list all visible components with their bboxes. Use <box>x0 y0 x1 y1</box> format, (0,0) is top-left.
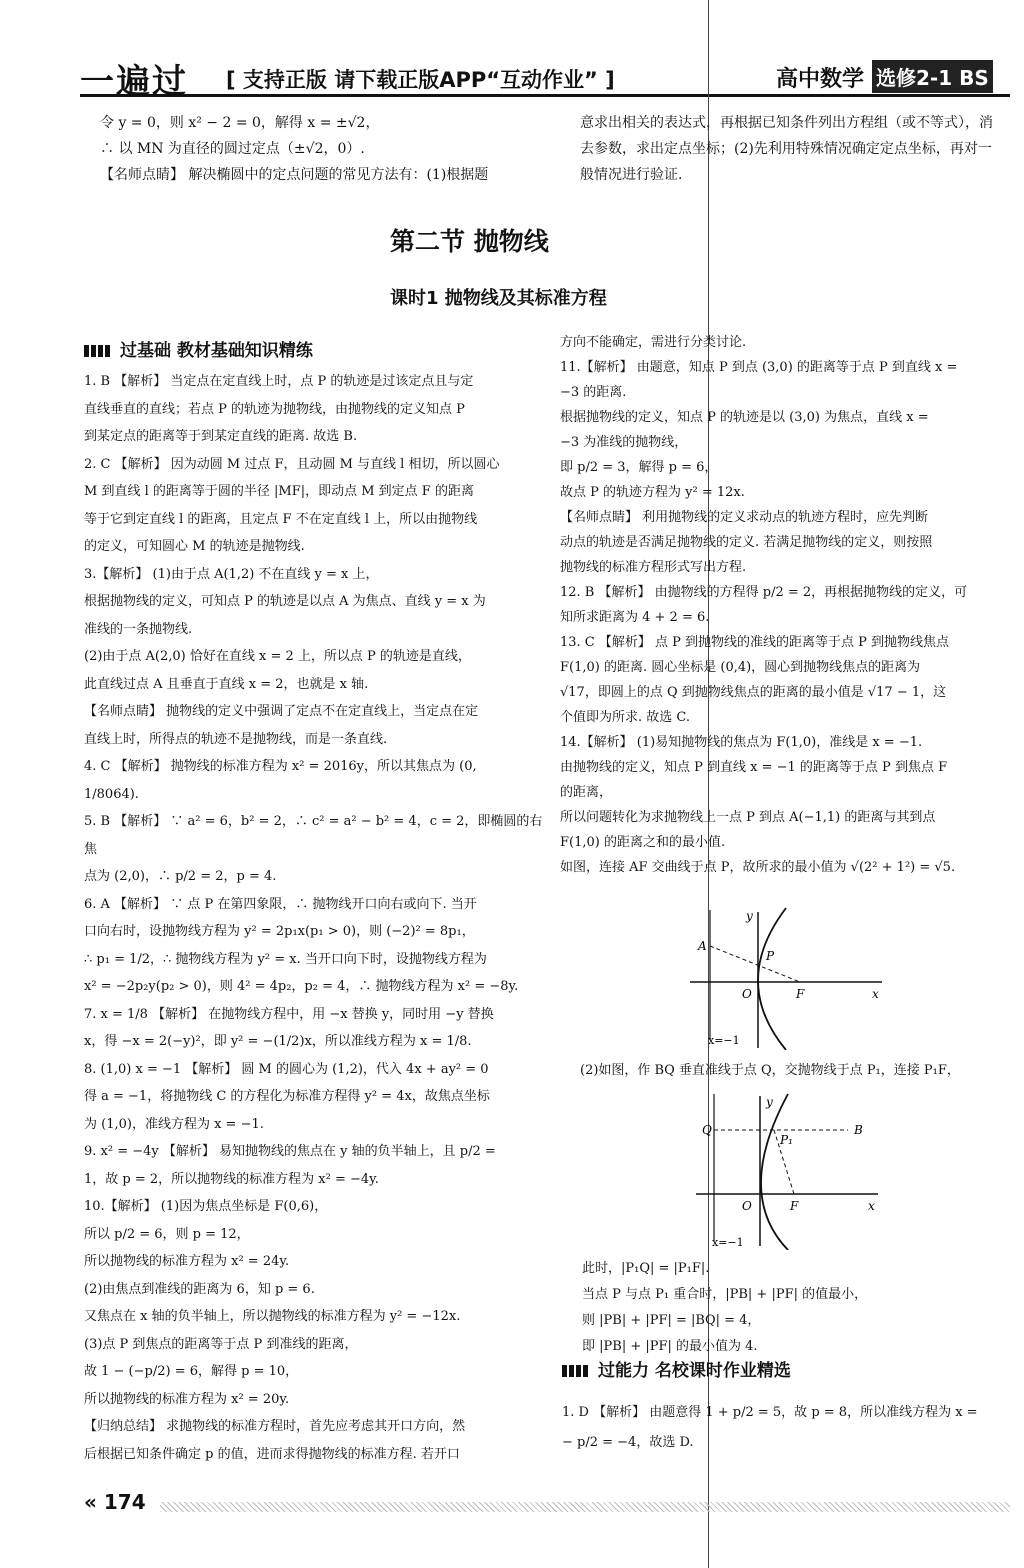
section-ability-label: 过能力 名校课时作业精选 <box>598 1361 791 1381</box>
graph-label: x=−1 <box>708 1034 740 1047</box>
text-line: 到某定点的距离等于到某定直线的距离. 故选 B. <box>84 429 358 444</box>
graph-label: x <box>868 1199 875 1213</box>
segment-af <box>710 946 800 982</box>
text-line: 所以抛物线的标准方程为 x² = 20y. <box>84 1391 290 1407</box>
graph-label: O <box>742 1199 752 1213</box>
text-line: 又焦点在 x 轴的负半轴上，所以抛物线的标准方程为 y² = −12x. <box>84 1309 461 1324</box>
text-line: (2)由焦点到准线的距离为 6，知 p = 6. <box>84 1281 315 1297</box>
graph-label: P <box>766 949 775 963</box>
graph-label: y <box>746 909 753 923</box>
graph-parabola-1 <box>690 900 890 1050</box>
graph-label: F <box>796 987 805 1001</box>
graph-label: O <box>742 987 752 1001</box>
text-line: x，得 −x = 2(−y)²，即 y² = −(1/2)x，所以准线方程为 x = 1/8. <box>84 1034 472 1049</box>
brand-logo: 一遍过 <box>80 62 188 102</box>
text-line: F(1,0) 的距离之和的最小值. <box>560 835 726 850</box>
section-marker-icon <box>562 1365 590 1377</box>
text-line: (2)由于点 A(2,0) 恰好在直线 x = 2 上，所以点 P 的轨迹是直线， <box>84 649 471 664</box>
text-line: 4. C 【解析】 抛物线的标准方程为 x² = 2016y，所以其焦点为 (0, <box>84 759 477 774</box>
text-line: 5. B 【解析】 ∵ a² = 6，b² = 2，∴ c² = a² − b² = 4，c = 2，即椭圆的右焦 <box>84 814 543 857</box>
text-line: 12. B 【解析】 由抛物线的方程得 p/2 = 2，再根据抛物线的定义，可 <box>560 585 968 600</box>
text-line: x² = −2p₂y(p₂ > 0)，则 4² = 4p₂，p₂ = 4，∴ 抛物线方程为 x² = −8y. <box>84 979 519 994</box>
text-line: 1，故 p = 2，所以抛物线的标准方程为 x² = −4y. <box>84 1171 379 1187</box>
text-line: 2. C 【解析】 因为动圆 M 过点 F，且动圆 M 与直线 l 相切，所以圆心 <box>84 456 500 472</box>
graph-label: P₁ <box>780 1133 793 1147</box>
text-line: 为 (1,0)，准线方程为 x = −1. <box>84 1116 264 1132</box>
text-line: 【名师点睛】 解决椭圆中的定点问题的常见方法有：(1)根据题 <box>100 167 489 183</box>
text-line: 的定义，可知圆心 M 的轨迹是抛物线. <box>84 539 305 554</box>
text-line: 后根据已知条件确定 p 的值，进而求得抛物线的标准方程. 若开口 <box>84 1446 460 1462</box>
top-left-text <box>100 110 550 188</box>
text-line: 去参数，求出定点坐标；(2)先利用特殊情况确定定点坐标，再对一 <box>580 141 992 157</box>
text-line: 的距离， <box>560 785 613 800</box>
page-number: « 174 <box>84 1490 146 1514</box>
text-line: 10.【解析】 (1)因为焦点坐标是 F(0,6)， <box>84 1199 328 1214</box>
text-line: 1. B 【解析】 当定点在定直线上时，点 P 的轨迹是过该定点且与定 <box>84 374 474 389</box>
text-line: 个值即为所求. 故选 C. <box>560 710 691 725</box>
text-line: √17，即圆上的点 Q 到抛物线焦点的距离的最小值是 √17 − 1，这 <box>560 685 947 700</box>
text-line: 即 p/2 = 3，解得 p = 6， <box>560 460 718 475</box>
right-column-b <box>580 1058 1010 1083</box>
text-line: 即 |PB| + |PF| 的最小值为 4. <box>582 1339 758 1354</box>
header-rule <box>80 94 1010 97</box>
section-marker-icon <box>84 345 112 357</box>
elective-badge: 选修2-1 BS <box>872 60 993 93</box>
section-basic-heading <box>84 336 313 361</box>
graph-label: Q <box>702 1123 712 1137</box>
subject-label: 高中数学 <box>776 67 865 92</box>
text-line: 令 y = 0，则 x² − 2 = 0，解得 x = ±√2， <box>100 115 380 131</box>
text-line: 根据抛物线的定义，可知点 P 的轨迹是以点 A 为焦点、直线 y = x 为 <box>84 594 486 609</box>
text-line: 抛物线的标准方程形式写出方程. <box>560 560 747 575</box>
text-line: 所以抛物线的标准方程为 x² = 24y. <box>84 1254 290 1269</box>
right-column-d <box>562 1398 1010 1458</box>
text-line: 所以问题转化为求抛物线上一点 P 到点 A(−1,1) 的距离与其到点 <box>560 810 936 825</box>
footer-hatch-decoration <box>160 1502 1010 1512</box>
graph-label: y <box>766 1095 773 1109</box>
graph-label: x=−1 <box>712 1236 744 1249</box>
chapter-title: 第二节 抛物线 <box>390 227 549 256</box>
text-line: 点为 (2,0)，∴ p/2 = 2，p = 4. <box>84 869 277 884</box>
graph-label: B <box>854 1123 863 1137</box>
text-line: 口向右时，设抛物线方程为 y² = 2p₁x(p₁ > 0)，则 (−2)² = 8p₁， <box>84 924 475 939</box>
graph-label: A <box>698 939 707 953</box>
graph-label: x <box>872 987 879 1001</box>
page-header <box>0 0 1024 102</box>
text-line: 由抛物线的定义，知点 P 到直线 x = −1 的距离等于点 P 到焦点 F <box>560 760 948 775</box>
text-line: 9. x² = −4y 【解析】 易知抛物线的焦点在 y 轴的负半轴上，且 p/2 = <box>84 1144 496 1159</box>
text-line: F(1,0) 的距离. 圆心坐标是 (0,4)，圆心到抛物线焦点的距离为 <box>560 660 921 675</box>
text-line: 1. D 【解析】 由题意得 1 + p/2 = 5，故 p = 8，所以准线方程为 x = <box>562 1405 978 1420</box>
header-slogan: [ 支持正版 请下载正版APP“互动作业” ] <box>226 68 615 92</box>
lesson-title: 课时1 抛物线及其标准方程 <box>390 288 607 309</box>
text-line: 故点 P 的轨迹方程为 y² = 12x. <box>560 485 745 500</box>
text-line: 此时，|P₁Q| = |P₁F|. <box>582 1261 710 1276</box>
text-line: 准线的一条抛物线. <box>84 621 193 637</box>
text-line: 动点的轨迹是否满足抛物线的定义. 若满足抛物线的定义，则按照 <box>560 535 933 550</box>
left-column <box>84 368 544 1468</box>
text-line: 8. (1,0) x = −1 【解析】 圆 M 的圆心为 (1,2)，代入 4x + ay² = 0 <box>84 1061 489 1077</box>
text-line: 意求出相关的表达式，再根据已知条件列出方程组（或不等式），消 <box>580 115 993 131</box>
text-line: − p/2 = −4，故选 D. <box>562 1435 694 1450</box>
text-line: 方向不能确定，需进行分类讨论. <box>560 335 747 350</box>
text-line: 7. x = 1/8 【解析】 在抛物线方程中，用 −x 替换 y，同时用 −y 替换 <box>84 1006 494 1022</box>
parabola-curve <box>761 1094 788 1250</box>
text-line: ∴ p₁ = 1/2，∴ 抛物线方程为 y² = x. 当开口向下时，设抛物线方程为 <box>84 951 487 967</box>
right-column-c <box>582 1256 1012 1360</box>
text-line: 1/8064). <box>84 786 139 802</box>
text-line: 【归纳总结】 求抛物线的标准方程时，首先应考虑其开口方向，然 <box>84 1419 466 1434</box>
text-line: 故 1 − (−p/2) = 6，解得 p = 10， <box>84 1364 299 1379</box>
text-line: ∴ 以 MN 为直径的圆过定点（±√2，0）. <box>100 141 365 157</box>
text-line: 根据抛物线的定义，知点 P 的轨迹是以 (3,0) 为焦点，直线 x = <box>560 410 929 425</box>
section-basic-label: 过基础 教材基础知识精练 <box>120 341 313 361</box>
text-line: −3 为准线的抛物线， <box>560 435 688 450</box>
text-line: 【名师点睛】 利用抛物线的定义求动点的轨迹方程时，应先判断 <box>560 510 929 525</box>
text-line: 6. A 【解析】 ∵ 点 P 在第四象限，∴ 抛物线开口向右或向下. 当开 <box>84 896 477 912</box>
text-line: 等于它到定直线 l 的距离，且定点 F 不在定直线 l 上，所以由抛物线 <box>84 511 478 527</box>
text-line: 此直线过点 A 且垂直于直线 x = 2，也就是 x 轴. <box>84 676 369 692</box>
graph-parabola-2 <box>696 1090 886 1250</box>
text-line: 得 a = −1，将抛物线 C 的方程化为标准方程得 y² = 4x，故焦点坐标 <box>84 1089 490 1104</box>
text-line: (2)如图，作 BQ 垂直准线于点 Q，交抛物线于点 P₁，连接 P₁F， <box>580 1063 960 1078</box>
parabola-curve <box>758 908 786 1050</box>
top-right-text <box>580 110 1010 188</box>
text-line: (3)点 P 到焦点的距离等于点 P 到准线的距离， <box>84 1336 358 1352</box>
text-line: 直线垂直的直线；若点 P 的轨迹为抛物线，由抛物线的定义知点 P <box>84 401 465 417</box>
text-line: 【名师点睛】 抛物线的定义中强调了定点不在定直线上，当定点在定 <box>84 704 479 719</box>
section-ability-heading <box>562 1356 791 1381</box>
right-column-a <box>560 330 1010 880</box>
text-line: 直线上时，所得点的轨迹不是抛物线，而是一条直线. <box>84 731 388 747</box>
text-line: 所以 p/2 = 6，则 p = 12， <box>84 1226 250 1242</box>
text-line: 3.【解析】 (1)由于点 A(1,2) 不在直线 y = x 上， <box>84 566 379 582</box>
text-line: 13. C 【解析】 点 P 到抛物线的准线的距离等于点 P 到抛物线焦点 <box>560 635 950 650</box>
text-line: 知所求距离为 4 + 2 = 6. <box>560 610 710 625</box>
text-line: M 到直线 l 的距离等于圆的半径 |MF|，即动点 M 到定点 F 的距离 <box>84 484 474 499</box>
text-line: −3 的距离. <box>560 385 627 400</box>
graph-label: F <box>790 1199 799 1213</box>
text-line: 则 |PB| + |PF| = |BQ| = 4， <box>582 1313 761 1328</box>
text-line: 11.【解析】 由题意，知点 P 到点 (3,0) 的距离等于点 P 到直线 x = <box>560 360 958 375</box>
text-line: 般情况进行验证. <box>580 167 683 183</box>
text-line: 14.【解析】 (1)易知抛物线的焦点为 F(1,0)，准线是 x = −1. <box>560 735 923 750</box>
text-line: 当点 P 与点 P₁ 重合时，|PB| + |PF| 的值最小， <box>582 1287 868 1302</box>
text-line: 如图，连接 AF 交曲线于点 P，故所求的最小值为 √(2² + 1²) = √5. <box>560 860 956 875</box>
